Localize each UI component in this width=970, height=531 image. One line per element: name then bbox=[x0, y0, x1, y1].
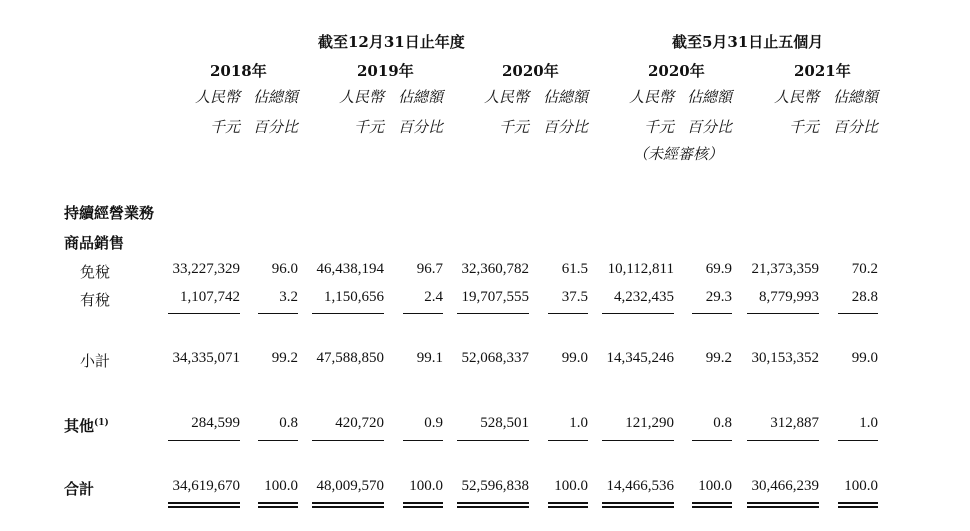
cell-percent-duty-paid-col5: 28.8 bbox=[851, 289, 878, 305]
cell-amount-duty-free-col3: 32,360,782 bbox=[461, 261, 529, 277]
cell-amount-subtotal-col2: 47,588,850 bbox=[316, 350, 384, 366]
unit-rmb-2018: 人民幣 bbox=[194, 88, 240, 106]
cell-amount-others-col2: 420,720 bbox=[335, 415, 384, 431]
unit-thousand-2018: 千元 bbox=[209, 118, 240, 136]
rule-others-percent bbox=[692, 440, 732, 441]
rule-others-percent bbox=[258, 440, 298, 441]
rule-others-amount bbox=[747, 440, 819, 441]
cell-percent-subtotal-col4: 99.2 bbox=[705, 350, 732, 366]
cell-amount-duty-paid-col4: 4,232,435 bbox=[614, 289, 674, 305]
unit-pct-2020: 佔總額 bbox=[542, 88, 588, 106]
cell-amount-subtotal-col5: 30,153,352 bbox=[751, 350, 819, 366]
cell-percent-total-col4: 100.0 bbox=[698, 478, 732, 494]
row-label-total: 合計 bbox=[64, 480, 95, 498]
cell-percent-duty-free-col1: 96.0 bbox=[271, 261, 298, 277]
cell-amount-others-col3: 528,501 bbox=[480, 415, 529, 431]
cell-percent-subtotal-col2: 99.1 bbox=[416, 350, 443, 366]
double-rule-total-percent bbox=[403, 502, 443, 508]
unit-percent-2021-five-months: 百分比 bbox=[832, 118, 878, 136]
cell-percent-others-col4: 0.8 bbox=[713, 415, 732, 431]
cell-percent-duty-paid-col2: 2.4 bbox=[424, 289, 443, 305]
unit-percent-2020-five-months: 百分比 bbox=[686, 118, 732, 136]
cell-amount-duty-free-col2: 46,438,194 bbox=[316, 261, 384, 277]
unit-rmb-2020-five-months: 人民幣 bbox=[628, 88, 674, 106]
cell-percent-total-col1: 100.0 bbox=[264, 478, 298, 494]
cell-amount-duty-paid-col2: 1,150,656 bbox=[324, 289, 384, 305]
cell-percent-duty-paid-col3: 37.5 bbox=[561, 289, 588, 305]
year-header-2019: 2019年 bbox=[357, 62, 414, 80]
unit-thousand-2021-five-months: 千元 bbox=[788, 118, 819, 136]
row-label-subtotal: 小計 bbox=[80, 352, 111, 370]
cell-percent-duty-free-col5: 70.2 bbox=[851, 261, 878, 277]
rule-duty-paid-amount bbox=[747, 313, 819, 314]
cell-percent-others-col1: 0.8 bbox=[279, 415, 298, 431]
double-rule-total-amount bbox=[168, 502, 240, 508]
double-rule-total-amount bbox=[457, 502, 529, 508]
double-rule-total-amount bbox=[312, 502, 384, 508]
cell-amount-total-col4: 14,466,536 bbox=[606, 478, 674, 494]
cell-percent-subtotal-col5: 99.0 bbox=[851, 350, 878, 366]
cell-amount-duty-free-col5: 21,373,359 bbox=[751, 261, 819, 277]
double-rule-total-percent bbox=[838, 502, 878, 508]
cell-amount-duty-free-col4: 10,112,811 bbox=[607, 261, 674, 277]
group-header-five-months: 截至5月31日止五個月 bbox=[672, 33, 824, 51]
cell-amount-duty-paid-col3: 19,707,555 bbox=[461, 289, 529, 305]
cell-percent-duty-free-col2: 96.7 bbox=[416, 261, 443, 277]
row-label-duty-paid: 有稅 bbox=[80, 291, 111, 309]
double-rule-total-percent bbox=[258, 502, 298, 508]
double-rule-total-percent bbox=[548, 502, 588, 508]
rule-duty-paid-percent bbox=[258, 313, 298, 314]
cell-percent-subtotal-col3: 99.0 bbox=[561, 350, 588, 366]
rule-duty-paid-percent bbox=[548, 313, 588, 314]
unit-percent-2018: 百分比 bbox=[252, 118, 298, 136]
cell-percent-others-col3: 1.0 bbox=[569, 415, 588, 431]
unaudited-note: （未經審核） bbox=[633, 145, 724, 163]
cell-percent-duty-free-col4: 69.9 bbox=[705, 261, 732, 277]
unit-pct-2019: 佔總額 bbox=[397, 88, 443, 106]
subsection-label: 商品銷售 bbox=[64, 234, 125, 252]
rule-duty-paid-percent bbox=[403, 313, 443, 314]
rule-duty-paid-amount bbox=[168, 313, 240, 314]
row-label-duty-free: 免稅 bbox=[80, 263, 111, 281]
row-label-others: 其他$^{(1)}$ bbox=[64, 417, 109, 435]
rule-others-percent bbox=[403, 440, 443, 441]
unit-pct-2018: 佔總額 bbox=[252, 88, 298, 106]
unit-pct-2021-five-months: 佔總額 bbox=[832, 88, 878, 106]
year-header-2021-five-months: 2021年 bbox=[794, 62, 851, 80]
cell-percent-duty-paid-col1: 3.2 bbox=[279, 289, 298, 305]
cell-amount-subtotal-col4: 14,345,246 bbox=[606, 350, 674, 366]
unit-pct-2020-five-months: 佔總額 bbox=[686, 88, 732, 106]
rule-duty-paid-percent bbox=[692, 313, 732, 314]
unit-rmb-2021-five-months: 人民幣 bbox=[773, 88, 819, 106]
unit-thousand-2019: 千元 bbox=[353, 118, 384, 136]
cell-amount-others-col5: 312,887 bbox=[770, 415, 819, 431]
unit-rmb-2019: 人民幣 bbox=[338, 88, 384, 106]
cell-amount-total-col5: 30,466,239 bbox=[751, 478, 819, 494]
year-header-2020-five-months: 2020年 bbox=[648, 62, 705, 80]
rule-duty-paid-percent bbox=[838, 313, 878, 314]
others-footnote-marker: (1) bbox=[94, 418, 109, 428]
unit-percent-2020: 百分比 bbox=[542, 118, 588, 136]
year-header-2018: 2018年 bbox=[210, 62, 267, 80]
cell-percent-others-col5: 1.0 bbox=[859, 415, 878, 431]
rule-duty-paid-amount bbox=[602, 313, 674, 314]
rule-others-amount bbox=[457, 440, 529, 441]
cell-amount-total-col3: 52,596,838 bbox=[461, 478, 529, 494]
cell-percent-subtotal-col1: 99.2 bbox=[271, 350, 298, 366]
rule-others-percent bbox=[838, 440, 878, 441]
cell-amount-subtotal-col3: 52,068,337 bbox=[461, 350, 529, 366]
rule-others-percent bbox=[548, 440, 588, 441]
section-label: 持續經營業務 bbox=[64, 204, 155, 222]
year-header-2020: 2020年 bbox=[502, 62, 559, 80]
cell-percent-duty-paid-col4: 29.3 bbox=[705, 289, 732, 305]
cell-amount-subtotal-col1: 34,335,071 bbox=[172, 350, 240, 366]
cell-amount-others-col1: 284,599 bbox=[191, 415, 240, 431]
cell-percent-others-col2: 0.9 bbox=[424, 415, 443, 431]
cell-percent-duty-free-col3: 61.5 bbox=[561, 261, 588, 277]
double-rule-total-percent bbox=[692, 502, 732, 508]
unit-thousand-2020: 千元 bbox=[498, 118, 529, 136]
rule-others-amount bbox=[168, 440, 240, 441]
cell-percent-total-col2: 100.0 bbox=[409, 478, 443, 494]
cell-percent-total-col5: 100.0 bbox=[844, 478, 878, 494]
unit-thousand-2020-five-months: 千元 bbox=[643, 118, 674, 136]
cell-amount-duty-paid-col1: 1,107,742 bbox=[180, 289, 240, 305]
group-header-year: 截至12月31日止年度 bbox=[318, 33, 465, 51]
cell-percent-total-col3: 100.0 bbox=[554, 478, 588, 494]
cell-amount-duty-paid-col5: 8,779,993 bbox=[759, 289, 819, 305]
unit-rmb-2020: 人民幣 bbox=[483, 88, 529, 106]
unit-percent-2019: 百分比 bbox=[397, 118, 443, 136]
cell-amount-total-col1: 34,619,670 bbox=[172, 478, 240, 494]
cell-amount-others-col4: 121,290 bbox=[625, 415, 674, 431]
double-rule-total-amount bbox=[747, 502, 819, 508]
rule-duty-paid-amount bbox=[312, 313, 384, 314]
cell-amount-total-col2: 48,009,570 bbox=[316, 478, 384, 494]
rule-others-amount bbox=[602, 440, 674, 441]
rule-others-amount bbox=[312, 440, 384, 441]
cell-amount-duty-free-col1: 33,227,329 bbox=[172, 261, 240, 277]
double-rule-total-amount bbox=[602, 502, 674, 508]
rule-duty-paid-amount bbox=[457, 313, 529, 314]
